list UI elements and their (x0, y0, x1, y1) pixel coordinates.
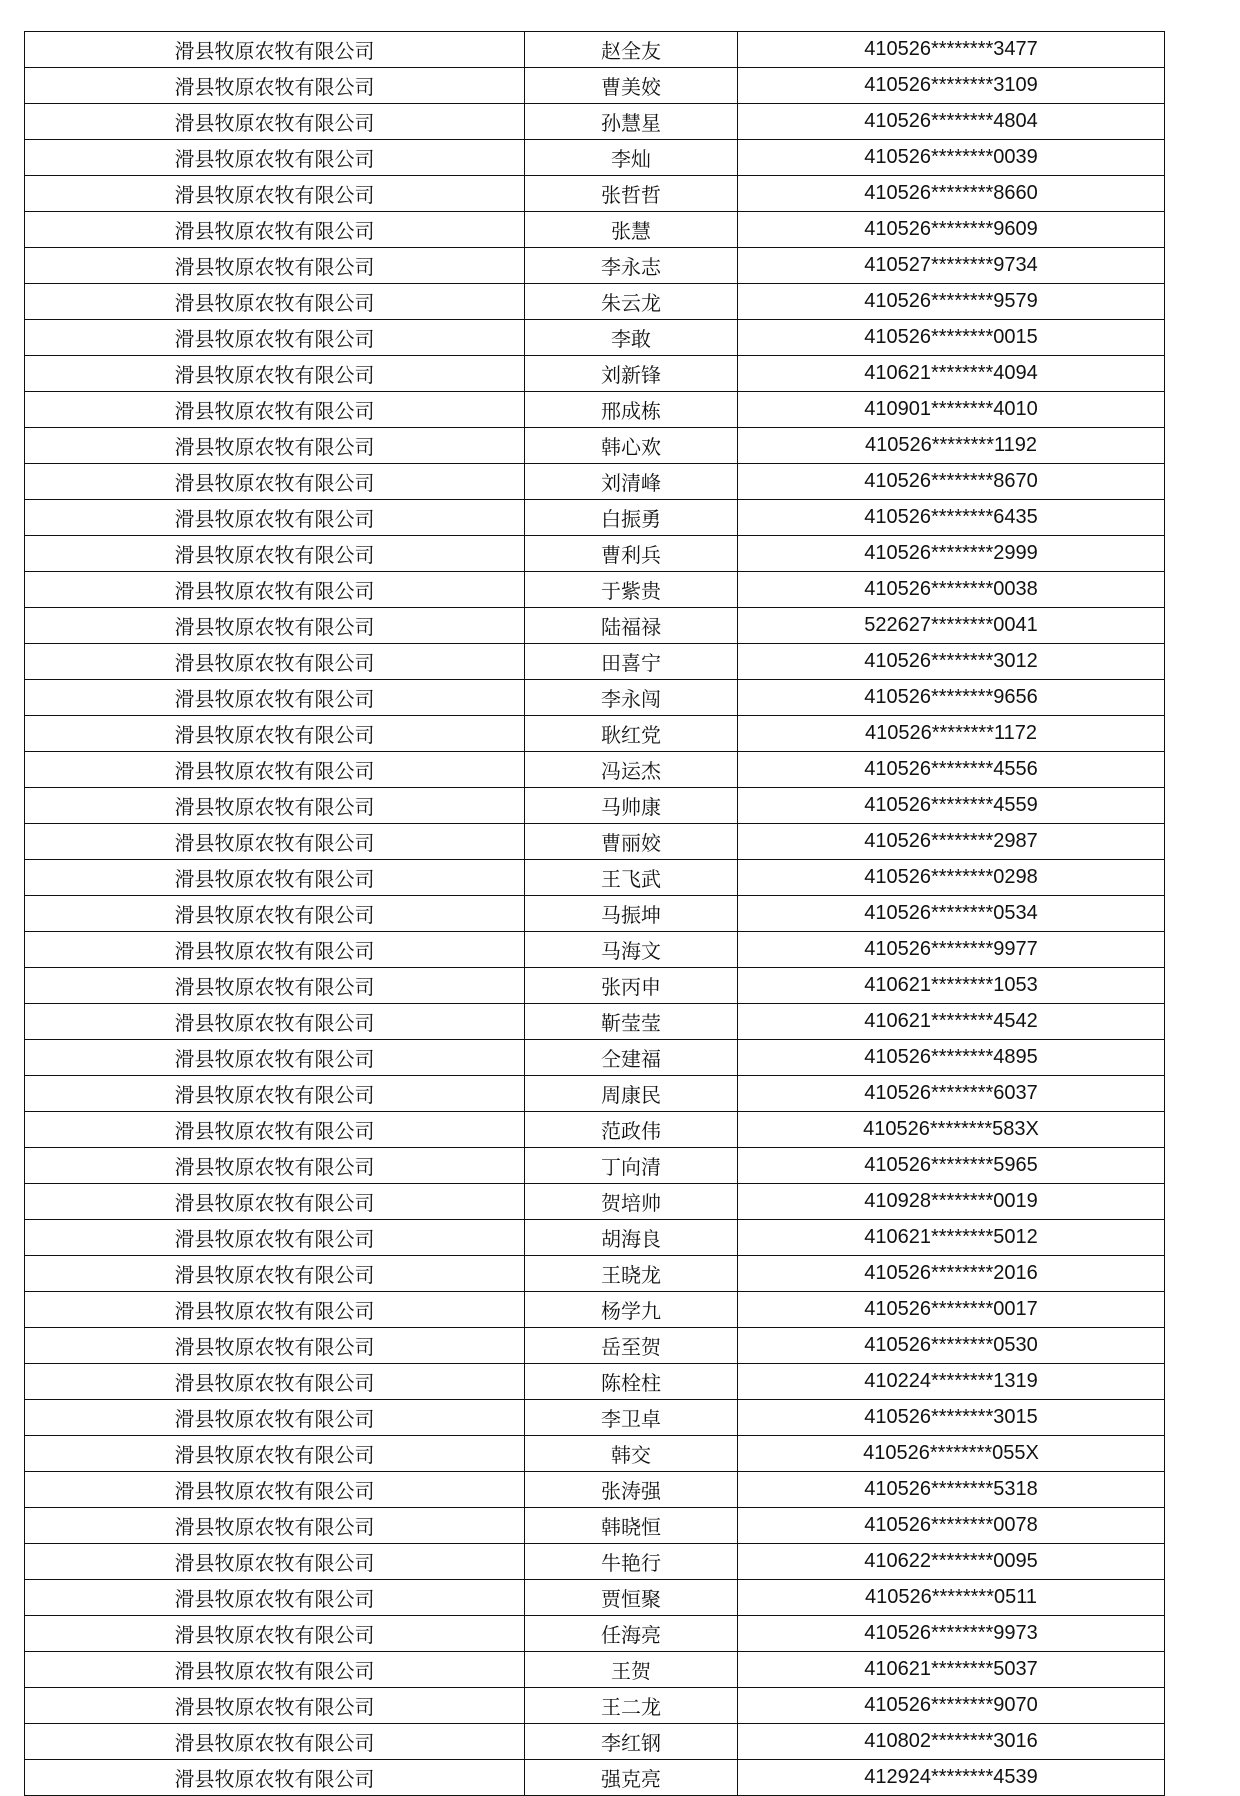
table-row (25, 536, 1165, 572)
person-name-cell: 范政伟 (525, 1112, 738, 1148)
company-cell: 滑县牧原农牧有限公司 (25, 536, 525, 572)
person-name-cell: 牛艳行 (525, 1544, 738, 1580)
person-name-cell: 韩交 (525, 1436, 738, 1472)
id-number-cell: 410526********0038 (738, 572, 1165, 608)
id-number-cell: 410526********2999 (738, 536, 1165, 572)
id-number-cell: 410526********8670 (738, 464, 1165, 500)
table-row (25, 1040, 1165, 1076)
person-name-cell: 邢成栋 (525, 392, 738, 428)
company-cell: 滑县牧原农牧有限公司 (25, 104, 525, 140)
id-number-cell: 410526********9070 (738, 1688, 1165, 1724)
table-row (25, 644, 1165, 680)
id-number-cell: 410526********2016 (738, 1256, 1165, 1292)
person-name-cell: 任海亮 (525, 1616, 738, 1652)
person-name-cell: 白振勇 (525, 500, 738, 536)
id-number-cell: 410621********5037 (738, 1652, 1165, 1688)
table-row (25, 32, 1165, 68)
id-number-cell: 410526********0015 (738, 320, 1165, 356)
id-number-cell: 410526********4559 (738, 788, 1165, 824)
company-cell: 滑县牧原农牧有限公司 (25, 1616, 525, 1652)
id-number-cell: 410526********0530 (738, 1328, 1165, 1364)
id-number-cell: 410526********1172 (738, 716, 1165, 752)
table-row (25, 284, 1165, 320)
person-name-cell: 王贺 (525, 1652, 738, 1688)
person-name-cell: 冯运杰 (525, 752, 738, 788)
company-cell: 滑县牧原农牧有限公司 (25, 1472, 525, 1508)
person-name-cell: 曹利兵 (525, 536, 738, 572)
table-row (25, 788, 1165, 824)
person-name-cell: 马海文 (525, 932, 738, 968)
table-row (25, 104, 1165, 140)
id-number-cell: 410526********5318 (738, 1472, 1165, 1508)
id-number-cell: 410621********4094 (738, 356, 1165, 392)
person-name-cell: 张慧 (525, 212, 738, 248)
table-row (25, 716, 1165, 752)
company-cell: 滑县牧原农牧有限公司 (25, 644, 525, 680)
table-row (25, 1472, 1165, 1508)
person-name-cell: 张丙申 (525, 968, 738, 1004)
company-cell: 滑县牧原农牧有限公司 (25, 1292, 525, 1328)
person-name-cell: 曹丽姣 (525, 824, 738, 860)
id-number-cell: 410526********6435 (738, 500, 1165, 536)
company-cell: 滑县牧原农牧有限公司 (25, 1760, 525, 1796)
id-number-cell: 410526********4556 (738, 752, 1165, 788)
company-cell: 滑县牧原农牧有限公司 (25, 500, 525, 536)
person-name-cell: 李红钢 (525, 1724, 738, 1760)
id-number-cell: 410527********9734 (738, 248, 1165, 284)
table-row (25, 1652, 1165, 1688)
table-row (25, 824, 1165, 860)
person-name-cell: 陆福禄 (525, 608, 738, 644)
person-name-cell: 靳莹莹 (525, 1004, 738, 1040)
company-cell: 滑县牧原农牧有限公司 (25, 572, 525, 608)
company-cell: 滑县牧原农牧有限公司 (25, 1436, 525, 1472)
table-row (25, 500, 1165, 536)
company-cell: 滑县牧原农牧有限公司 (25, 176, 525, 212)
table-row (25, 1400, 1165, 1436)
company-cell: 滑县牧原农牧有限公司 (25, 1544, 525, 1580)
table-row (25, 752, 1165, 788)
id-number-cell: 410526********3012 (738, 644, 1165, 680)
id-number-cell: 410526********9973 (738, 1616, 1165, 1652)
person-name-cell: 胡海良 (525, 1220, 738, 1256)
person-name-cell: 岳至贺 (525, 1328, 738, 1364)
person-name-cell: 耿红党 (525, 716, 738, 752)
table-row (25, 1220, 1165, 1256)
company-cell: 滑县牧原农牧有限公司 (25, 680, 525, 716)
roster-table-body (25, 32, 1165, 1796)
person-name-cell: 杨学九 (525, 1292, 738, 1328)
id-number-cell: 410526********0078 (738, 1508, 1165, 1544)
company-cell: 滑县牧原农牧有限公司 (25, 140, 525, 176)
table-row (25, 1364, 1165, 1400)
table-row (25, 1148, 1165, 1184)
id-number-cell: 410526********0511 (738, 1580, 1165, 1616)
id-number-cell: 410526********9977 (738, 932, 1165, 968)
company-cell: 滑县牧原农牧有限公司 (25, 896, 525, 932)
company-cell: 滑县牧原农牧有限公司 (25, 68, 525, 104)
company-cell: 滑县牧原农牧有限公司 (25, 1076, 525, 1112)
company-cell: 滑县牧原农牧有限公司 (25, 1256, 525, 1292)
table-row (25, 1508, 1165, 1544)
person-name-cell: 李卫卓 (525, 1400, 738, 1436)
id-number-cell: 410526********5965 (738, 1148, 1165, 1184)
id-number-cell: 410526********3015 (738, 1400, 1165, 1436)
table-row (25, 932, 1165, 968)
company-cell: 滑县牧原农牧有限公司 (25, 1688, 525, 1724)
table-row (25, 1292, 1165, 1328)
company-cell: 滑县牧原农牧有限公司 (25, 932, 525, 968)
company-cell: 滑县牧原农牧有限公司 (25, 428, 525, 464)
company-cell: 滑县牧原农牧有限公司 (25, 1184, 525, 1220)
table-row (25, 1760, 1165, 1796)
person-name-cell: 李永志 (525, 248, 738, 284)
id-number-cell: 410901********4010 (738, 392, 1165, 428)
person-name-cell: 陈栓柱 (525, 1364, 738, 1400)
id-number-cell: 410224********1319 (738, 1364, 1165, 1400)
person-name-cell: 于紫贵 (525, 572, 738, 608)
person-name-cell: 王飞武 (525, 860, 738, 896)
table-row (25, 140, 1165, 176)
company-cell: 滑县牧原农牧有限公司 (25, 788, 525, 824)
table-row (25, 428, 1165, 464)
table-row (25, 1256, 1165, 1292)
person-name-cell: 田喜宁 (525, 644, 738, 680)
person-name-cell: 贺培帅 (525, 1184, 738, 1220)
person-name-cell: 丁向清 (525, 1148, 738, 1184)
table-row (25, 320, 1165, 356)
person-name-cell: 孙慧星 (525, 104, 738, 140)
person-name-cell: 刘新锋 (525, 356, 738, 392)
table-row (25, 1112, 1165, 1148)
company-cell: 滑县牧原农牧有限公司 (25, 464, 525, 500)
company-cell: 滑县牧原农牧有限公司 (25, 824, 525, 860)
table-row (25, 1688, 1165, 1724)
id-number-cell: 410802********3016 (738, 1724, 1165, 1760)
id-number-cell: 410526********4895 (738, 1040, 1165, 1076)
id-number-cell: 410526********1192 (738, 428, 1165, 464)
table-row (25, 356, 1165, 392)
table-row (25, 896, 1165, 932)
company-cell: 滑县牧原农牧有限公司 (25, 32, 525, 68)
company-cell: 滑县牧原农牧有限公司 (25, 1112, 525, 1148)
table-row (25, 1544, 1165, 1580)
company-cell: 滑县牧原农牧有限公司 (25, 248, 525, 284)
table-row (25, 1580, 1165, 1616)
table-row (25, 1328, 1165, 1364)
table-row (25, 68, 1165, 104)
id-number-cell: 410526********0534 (738, 896, 1165, 932)
table-row (25, 1184, 1165, 1220)
person-name-cell: 王二龙 (525, 1688, 738, 1724)
company-cell: 滑县牧原农牧有限公司 (25, 1652, 525, 1688)
person-name-cell: 贾恒聚 (525, 1580, 738, 1616)
id-number-cell: 522627********0041 (738, 608, 1165, 644)
company-cell: 滑县牧原农牧有限公司 (25, 320, 525, 356)
company-cell: 滑县牧原农牧有限公司 (25, 1508, 525, 1544)
table-row (25, 464, 1165, 500)
company-cell: 滑县牧原农牧有限公司 (25, 752, 525, 788)
person-name-cell: 李永闯 (525, 680, 738, 716)
id-number-cell: 410526********0017 (738, 1292, 1165, 1328)
person-name-cell: 李敢 (525, 320, 738, 356)
person-name-cell: 周康民 (525, 1076, 738, 1112)
person-name-cell: 张哲哲 (525, 176, 738, 212)
id-number-cell: 410526********9656 (738, 680, 1165, 716)
id-number-cell: 410526********0039 (738, 140, 1165, 176)
table-row (25, 680, 1165, 716)
company-cell: 滑县牧原农牧有限公司 (25, 1040, 525, 1076)
id-number-cell: 410526********6037 (738, 1076, 1165, 1112)
person-name-cell: 李灿 (525, 140, 738, 176)
person-name-cell: 朱云龙 (525, 284, 738, 320)
company-cell: 滑县牧原农牧有限公司 (25, 1364, 525, 1400)
person-name-cell: 强克亮 (525, 1760, 738, 1796)
company-cell: 滑县牧原农牧有限公司 (25, 608, 525, 644)
person-name-cell: 王晓龙 (525, 1256, 738, 1292)
company-cell: 滑县牧原农牧有限公司 (25, 284, 525, 320)
table-row (25, 1004, 1165, 1040)
company-cell: 滑县牧原农牧有限公司 (25, 1400, 525, 1436)
person-name-cell: 马帅康 (525, 788, 738, 824)
id-number-cell: 412924********4539 (738, 1760, 1165, 1796)
id-number-cell: 410526********9579 (738, 284, 1165, 320)
id-number-cell: 410526********583X (738, 1112, 1165, 1148)
id-number-cell: 410526********055X (738, 1436, 1165, 1472)
person-name-cell: 韩晓恒 (525, 1508, 738, 1544)
table-row (25, 968, 1165, 1004)
id-number-cell: 410526********2987 (738, 824, 1165, 860)
company-cell: 滑县牧原农牧有限公司 (25, 1220, 525, 1256)
company-cell: 滑县牧原农牧有限公司 (25, 716, 525, 752)
company-cell: 滑县牧原农牧有限公司 (25, 212, 525, 248)
table-row (25, 860, 1165, 896)
id-number-cell: 410526********3109 (738, 68, 1165, 104)
person-name-cell: 曹美姣 (525, 68, 738, 104)
table-row (25, 1436, 1165, 1472)
company-cell: 滑县牧原农牧有限公司 (25, 1328, 525, 1364)
table-row (25, 572, 1165, 608)
roster-table (24, 31, 1165, 1796)
person-name-cell: 马振坤 (525, 896, 738, 932)
id-number-cell: 410526********9609 (738, 212, 1165, 248)
company-cell: 滑县牧原农牧有限公司 (25, 968, 525, 1004)
person-name-cell: 张涛强 (525, 1472, 738, 1508)
table-row (25, 392, 1165, 428)
id-number-cell: 410622********0095 (738, 1544, 1165, 1580)
table-row (25, 212, 1165, 248)
person-name-cell: 赵全友 (525, 32, 738, 68)
table-row (25, 1724, 1165, 1760)
table-row (25, 248, 1165, 284)
person-name-cell: 仝建福 (525, 1040, 738, 1076)
id-number-cell: 410526********0298 (738, 860, 1165, 896)
company-cell: 滑县牧原农牧有限公司 (25, 392, 525, 428)
id-number-cell: 410526********8660 (738, 176, 1165, 212)
company-cell: 滑县牧原农牧有限公司 (25, 356, 525, 392)
table-row (25, 176, 1165, 212)
id-number-cell: 410621********4542 (738, 1004, 1165, 1040)
table-row (25, 608, 1165, 644)
id-number-cell: 410526********3477 (738, 32, 1165, 68)
id-number-cell: 410621********5012 (738, 1220, 1165, 1256)
id-number-cell: 410621********1053 (738, 968, 1165, 1004)
company-cell: 滑县牧原农牧有限公司 (25, 860, 525, 896)
company-cell: 滑县牧原农牧有限公司 (25, 1580, 525, 1616)
person-name-cell: 韩心欢 (525, 428, 738, 464)
company-cell: 滑县牧原农牧有限公司 (25, 1724, 525, 1760)
id-number-cell: 410928********0019 (738, 1184, 1165, 1220)
person-name-cell: 刘清峰 (525, 464, 738, 500)
id-number-cell: 410526********4804 (738, 104, 1165, 140)
table-row (25, 1616, 1165, 1652)
company-cell: 滑县牧原农牧有限公司 (25, 1004, 525, 1040)
table-row (25, 1076, 1165, 1112)
company-cell: 滑县牧原农牧有限公司 (25, 1148, 525, 1184)
